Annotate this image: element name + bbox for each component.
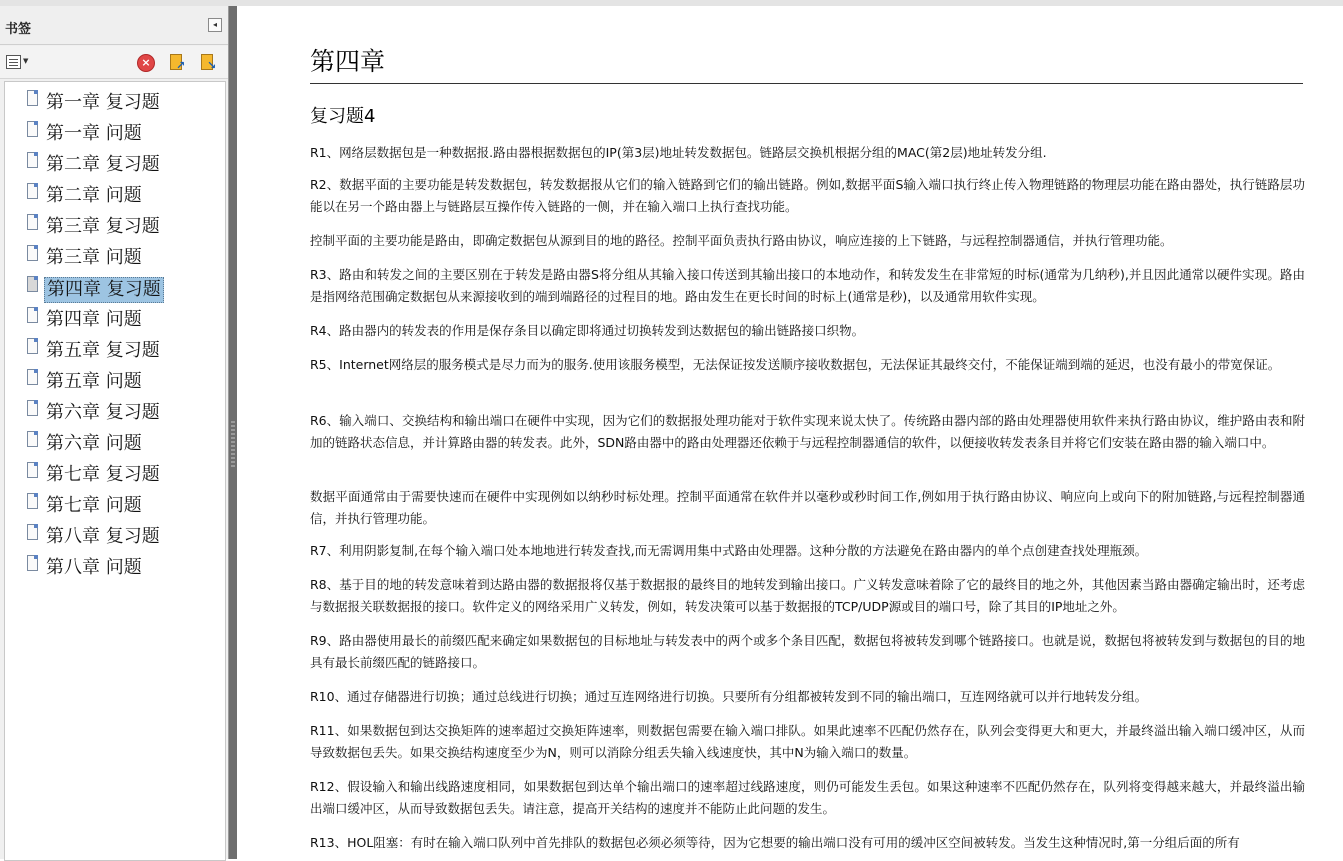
paragraph: R5、Internet网络层的服务模式是尽力而为的服务.使用该服务模型，无法保证按发送顺序接收数据包，无法保证其最终交付，不能保证端到端的延迟，也没有最小的带宽保证。 xyxy=(310,357,1281,372)
bookmark-icon xyxy=(27,121,38,137)
section-title: 复习题4 xyxy=(310,106,376,127)
panel-splitter[interactable] xyxy=(229,6,237,859)
bookmark-label: 第七章 问题 xyxy=(46,495,142,516)
new-bookmark-icon[interactable]: ↘ xyxy=(198,53,216,71)
bookmark-label: 第八章 复习题 xyxy=(46,526,160,547)
bookmark-icon xyxy=(27,183,38,199)
bookmark-label: 第三章 问题 xyxy=(46,247,142,268)
bookmark-icon xyxy=(27,338,38,354)
bookmark-item[interactable] xyxy=(23,367,225,396)
bookmark-icon xyxy=(27,493,38,509)
paragraph: R6、输入端口、交换结构和输出端口在硬件中实现，因为它们的数据报处理功能对于软件实现来说太快了。传统路由器内部的路由处理器使用软件来执行路由协议，维护路由表和附加的链路状态信息，并计算路由器的转发表。此外，SDN路由器中的路由处理器还依赖于与远程控制器通信的软件，以便接收转发表条目并将它们安装在路由器的输入端口中。 xyxy=(310,413,1305,450)
bookmark-item[interactable] xyxy=(23,398,225,427)
paragraph: R1、网络层数据包是一种数据报.路由器根据数据包的IP(第3层)地址转发数据包。链路层交换机根据分组的MAC(第2层)地址转发分组. xyxy=(310,145,1047,160)
options-menu-icon[interactable]: ▼ xyxy=(6,55,28,70)
bookmark-label: 第一章 问题 xyxy=(46,123,142,144)
bookmark-icon xyxy=(27,245,38,261)
bookmark-item[interactable] xyxy=(23,150,225,179)
bookmark-item[interactable] xyxy=(23,553,225,582)
bookmark-label: 第四章 复习题 xyxy=(44,277,164,303)
bookmark-label: 第六章 问题 xyxy=(46,433,142,454)
bookmark-icon xyxy=(27,400,38,416)
expand-bookmark-icon[interactable]: ↗ xyxy=(167,53,185,71)
bookmarks-tree xyxy=(4,81,226,861)
chapter-title: 第四章 xyxy=(310,47,386,76)
paragraph: 数据平面通常由于需要快速而在硬件中实现例如以纳秒时标处理。控制平面通常在软件并以毫秒或秒时间工作,例如用于执行路由协议、响应向上或向下的附加链路,与远程控制器通信，并执行管理功能。 xyxy=(310,489,1305,526)
paragraph: R10、通过存储器进行切换；通过总线进行切换；通过互连网络进行切换。只要所有分组都被转发到不同的输出端口，互连网络就可以并行地转发分组。 xyxy=(310,689,1148,704)
paragraph: R3、路由和转发之间的主要区别在于转发是路由器S将分组从其输入接口传送到其输出接口的本地动作，和转发发生在非常短的时标(通常为几纳秒),并且因此通常以硬件实现。路由是指网络范围确定数据包从来源接收到的端到端路径的过程目的地。路由发生在更长时间的时标上(通常是秒)，以及通常用软件实现。 xyxy=(310,267,1305,304)
bookmark-label: 第二章 复习题 xyxy=(46,154,160,175)
bookmark-label: 第六章 复习题 xyxy=(46,402,160,423)
splitter-grip-icon[interactable] xyxy=(231,421,235,467)
paragraph: R8、基于目的地的转发意味着到达路由器的数据报将仅基于数据报的最终目的地转发到输出接口。广义转发意味着除了它的最终目的地之外，其他因素当路由器确定输出时，还考虑与数据报关联数据报的接口。软件定义的网络采用广义转发，例如，转发决策可以基于数据报的TCP/UDP源或目的端口号，除了其目的IP地址之外。 xyxy=(310,577,1305,614)
bookmark-item-selected[interactable] xyxy=(23,274,225,303)
bookmark-icon xyxy=(27,152,38,168)
paragraph: R7、利用阴影复制,在每个输入端口处本地地进行转发查找,而无需调用集中式路由处理器。这种分散的方法避免在路由器内的单个点创建查找处理瓶颈。 xyxy=(310,543,1148,558)
bookmark-item[interactable] xyxy=(23,305,225,334)
bookmark-label: 第五章 复习题 xyxy=(46,340,160,361)
bookmark-item[interactable] xyxy=(23,522,225,551)
bookmark-item[interactable] xyxy=(23,119,225,148)
paragraph: R11、如果数据包到达交换矩阵的速率超过交换矩阵速率，则数据包需要在输入端口排队。如果此速率不匹配仍然存在，队列会变得更大和更大，并最终溢出输入端口缓冲区，从而导致数据包丢失。如果交换结构速度至少为N，则可以消除分组丢失输入线速度快，其中N为输入端口的数量。 xyxy=(310,723,1305,760)
paragraph: R13、HOL阻塞：有时在输入端口队列中首先排队的数据包必须必须等待，因为它想要的输出端口没有可用的缓冲区空间被转发。当发生这种情况时,第一分组后面的所有 xyxy=(310,835,1240,850)
bookmark-item[interactable] xyxy=(23,460,225,489)
bookmark-label: 第八章 问题 xyxy=(46,557,142,578)
bookmark-item[interactable] xyxy=(23,212,225,241)
bookmark-icon xyxy=(27,524,38,540)
bookmarks-panel xyxy=(0,6,229,859)
bookmark-label: 第三章 复习题 xyxy=(46,216,160,237)
bookmark-icon xyxy=(27,431,38,447)
bookmarks-panel-header xyxy=(0,6,228,45)
title-divider xyxy=(310,83,1303,84)
document-page xyxy=(237,6,1343,859)
bookmark-icon xyxy=(27,90,38,106)
bookmark-label: 第四章 问题 xyxy=(46,309,142,330)
paragraph: 控制平面的主要功能是路由，即确定数据包从源到目的地的路径。控制平面负责执行路由协议，响应连接的上下链路，与远程控制器通信，并执行管理功能。 xyxy=(310,233,1173,248)
bookmark-label: 第七章 复习题 xyxy=(46,464,160,485)
bookmark-icon xyxy=(27,462,38,478)
bookmark-item[interactable] xyxy=(23,88,225,117)
paragraph: R9、路由器使用最长的前缀匹配来确定如果数据包的目标地址与转发表中的两个或多个条目匹配，数据包将被转发到哪个链路接口。也就是说，数据包将被转发到与数据包的目的地具有最长前缀匹配的链路接口。 xyxy=(310,633,1305,670)
collapse-panel-icon[interactable]: ◂ xyxy=(208,18,222,32)
paragraph: R2、数据平面的主要功能是转发数据包，转发数据报从它们的输入链路到它们的输出链路。例如,数据平面S输入端口执行终止传入物理链路的物理层功能在路由器处，执行链路层功能以在另一个路由器上与链路层互操作传入链路的一侧，并在输入端口上执行查找功能。 xyxy=(310,177,1305,214)
bookmarks-panel-title: 书签 xyxy=(5,22,32,37)
paragraph: R4、路由器内的转发表的作用是保存条目以确定即将通过切换转发到达数据包的输出链路接口织物。 xyxy=(310,323,865,338)
paragraph: R12、假设输入和输出线路速度相同，如果数据包到达单个输出端口的速率超过线路速度，则仍可能发生丢包。如果这种速率不匹配仍然存在，队列将变得越来越大，并最终溢出输出端口缓冲区，从而导致数据包丢失。请注意，提高开关结构的速度并不能防止此问题的发生。 xyxy=(310,779,1305,816)
bookmark-item[interactable] xyxy=(23,491,225,520)
bookmark-icon xyxy=(27,307,38,323)
bookmark-label: 第二章 问题 xyxy=(46,185,142,206)
bookmark-item[interactable] xyxy=(23,181,225,210)
bookmark-icon xyxy=(27,555,38,571)
bookmark-label: 第五章 问题 xyxy=(46,371,142,392)
bookmarks-toolbar xyxy=(0,46,228,79)
bookmark-item[interactable] xyxy=(23,429,225,458)
delete-bookmark-icon[interactable]: × xyxy=(137,54,155,72)
bookmark-label: 第一章 复习题 xyxy=(46,92,160,113)
bookmark-icon xyxy=(27,369,38,385)
bookmark-item[interactable] xyxy=(23,336,225,365)
bookmark-icon xyxy=(27,276,38,292)
bookmark-item[interactable] xyxy=(23,243,225,272)
bookmark-icon xyxy=(27,214,38,230)
